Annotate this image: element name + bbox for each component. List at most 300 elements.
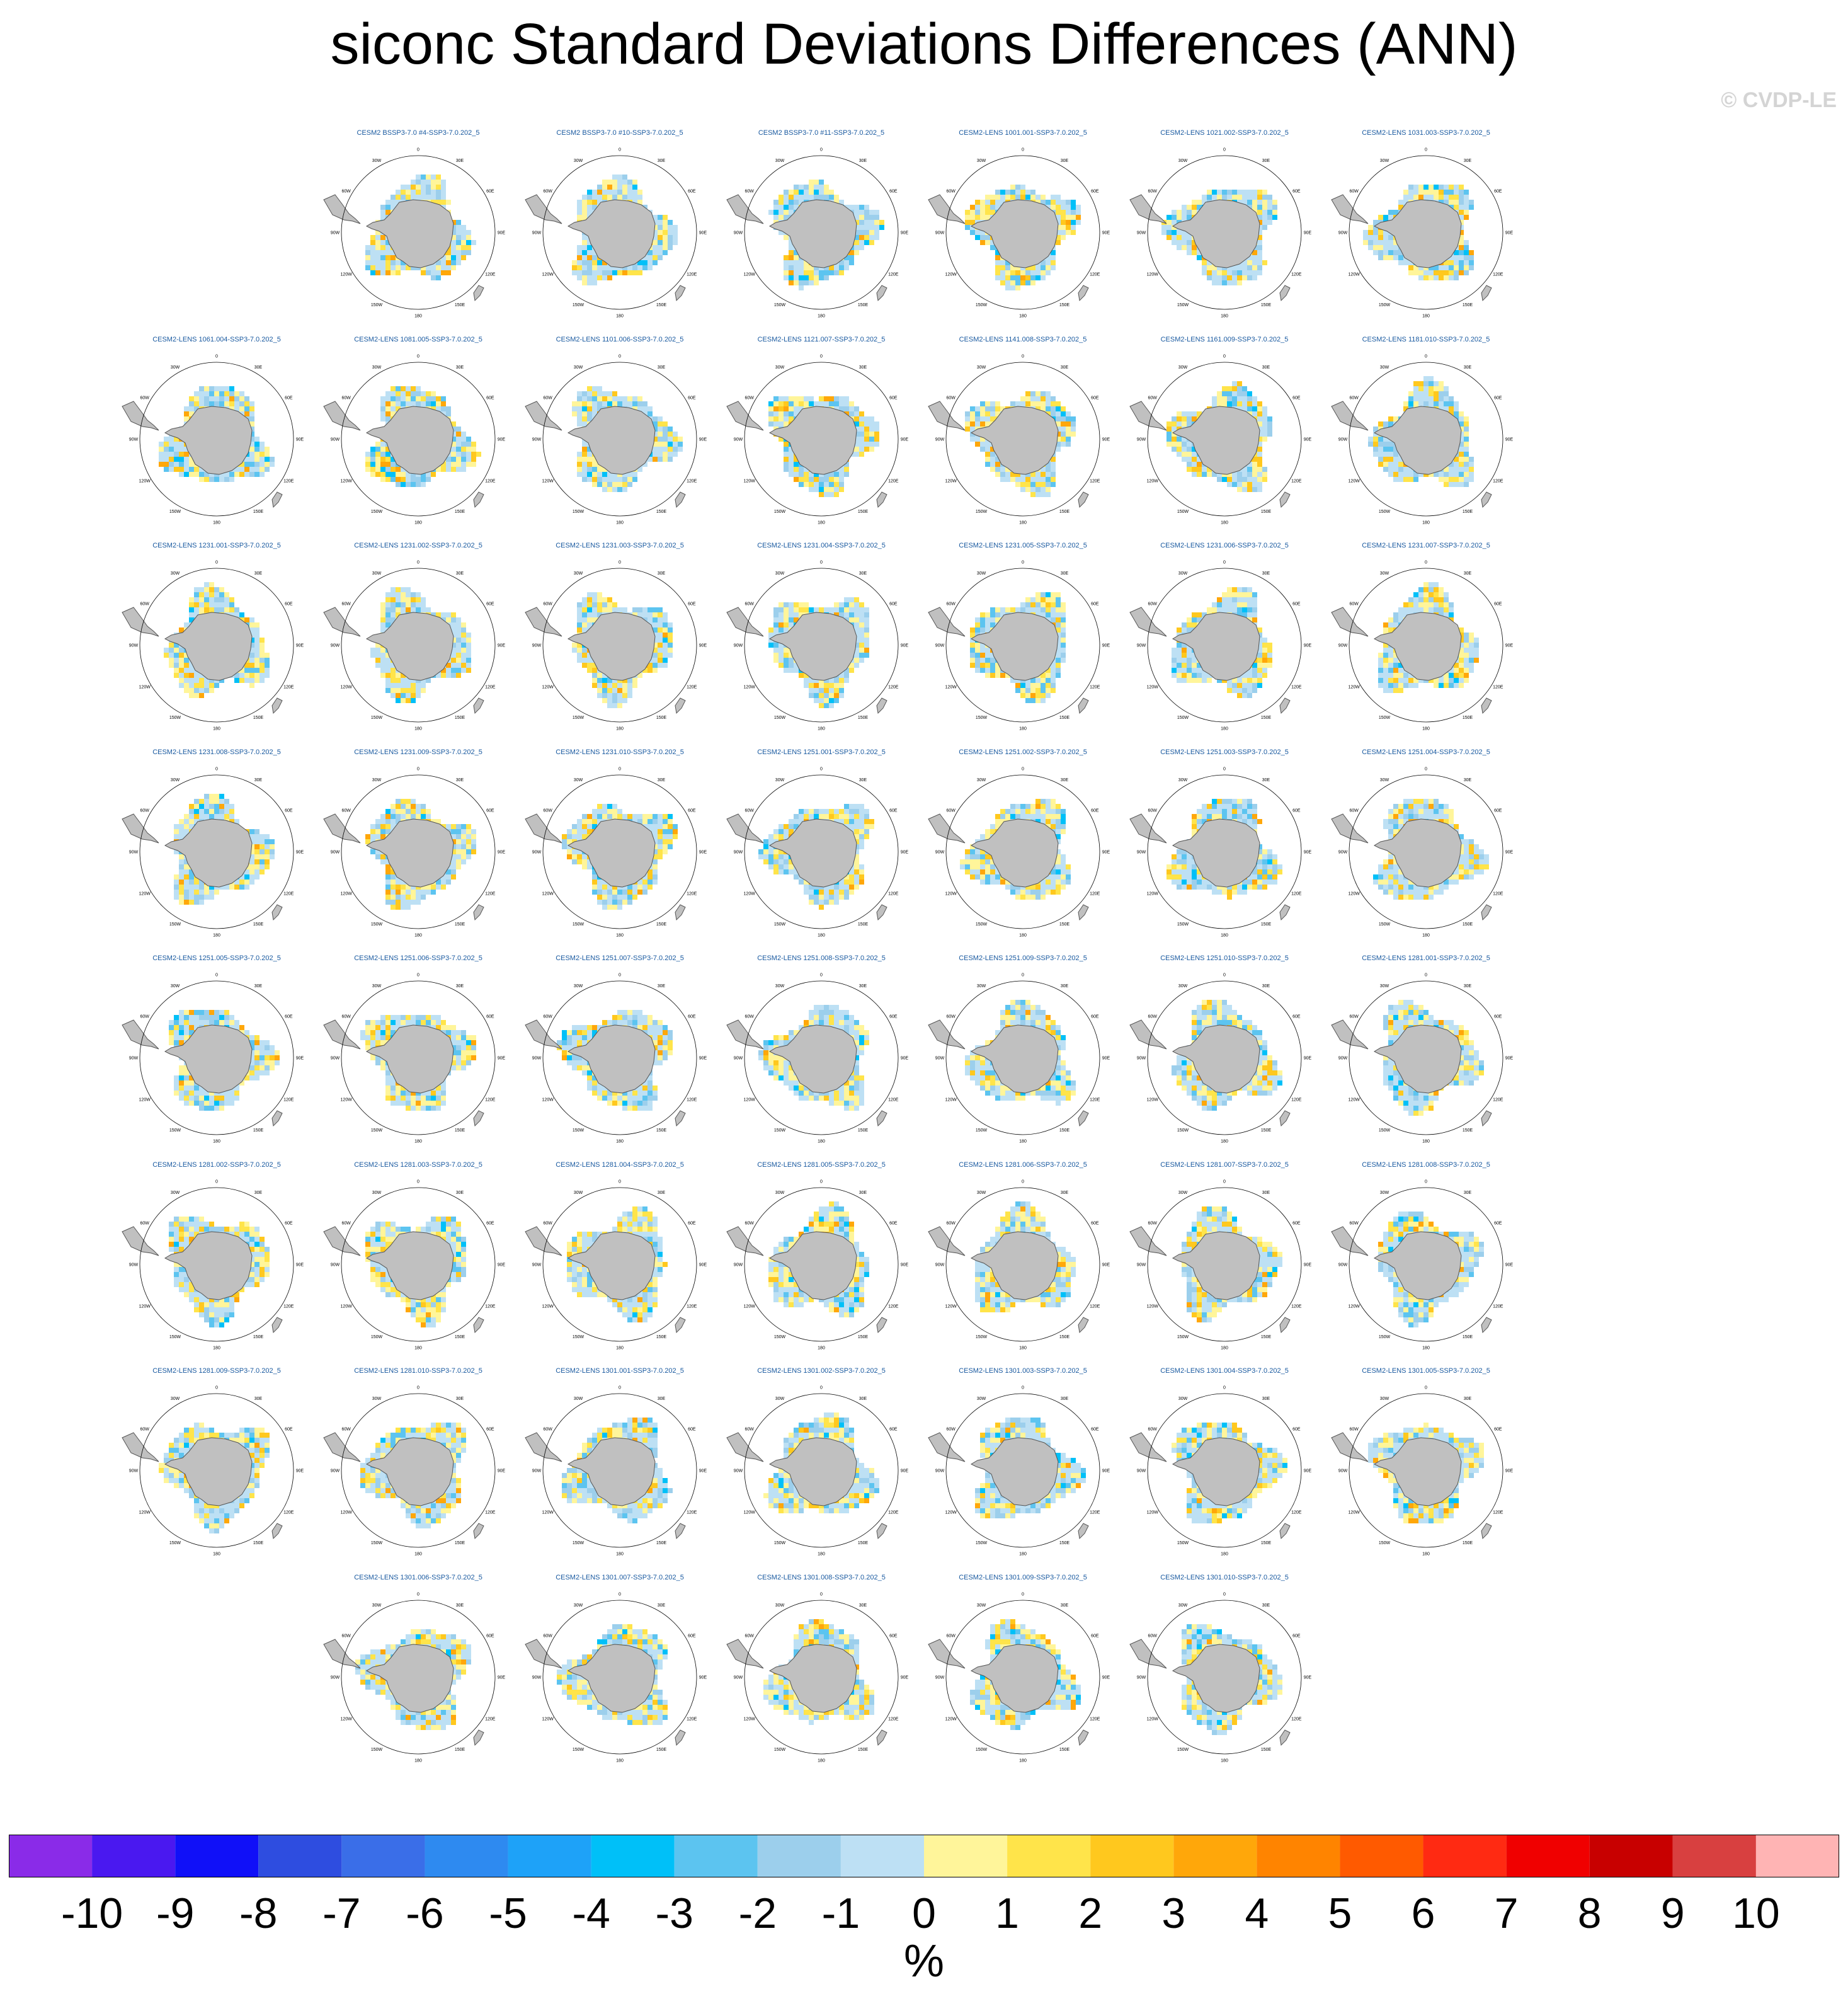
anomaly-cell <box>990 673 995 678</box>
anomaly-cell <box>1237 396 1242 401</box>
anomaly-cell <box>1227 270 1232 275</box>
anomaly-cell <box>658 638 663 643</box>
anomaly-cell <box>602 482 607 487</box>
anomaly-cell <box>1166 215 1172 220</box>
anomaly-cell <box>980 653 985 658</box>
anomaly-cell <box>421 607 426 612</box>
anomaly-cell <box>592 270 597 275</box>
anomaly-cell <box>411 386 416 391</box>
anomaly-cell <box>1403 477 1408 482</box>
anomaly-cell <box>627 477 632 482</box>
anomaly-cell <box>224 592 229 597</box>
anomaly-cell <box>401 597 406 602</box>
anomaly-cell <box>1020 693 1025 698</box>
anomaly-cell <box>375 452 380 457</box>
anomaly-cell <box>1035 607 1041 612</box>
anomaly-cell <box>587 607 592 612</box>
polar-map <box>317 757 519 950</box>
anomaly-cell <box>1187 658 1192 663</box>
anomaly-cell <box>209 809 214 814</box>
longitude-label: 90W <box>330 437 340 442</box>
anomaly-cell <box>627 693 632 698</box>
anomaly-cell <box>1257 240 1262 245</box>
anomaly-cell <box>189 462 194 467</box>
anomaly-cell <box>1368 240 1373 245</box>
anomaly-cell <box>653 447 658 452</box>
anomaly-cell <box>1177 678 1182 683</box>
anomaly-cell <box>1056 607 1061 612</box>
anomaly-cell <box>658 215 663 220</box>
anomaly-cell <box>391 688 396 693</box>
anomaly-cell <box>985 235 990 240</box>
anomaly-cell <box>1373 250 1378 255</box>
anomaly-cell <box>1454 482 1459 487</box>
anomaly-cell <box>249 663 254 668</box>
anomaly-cell <box>1222 602 1227 607</box>
anomaly-cell <box>627 688 632 693</box>
anomaly-cell <box>1041 678 1046 683</box>
anomaly-cell <box>1247 602 1252 607</box>
longitude-label: 60W <box>946 189 955 194</box>
anomaly-cell <box>1227 688 1232 693</box>
anomaly-cell <box>1177 215 1182 220</box>
anomaly-cell <box>466 462 471 467</box>
anomaly-cell <box>406 698 411 703</box>
anomaly-cell <box>1232 602 1237 607</box>
anomaly-cell <box>1020 185 1025 190</box>
south-america-landmass <box>928 607 965 636</box>
anomaly-cell <box>985 663 990 668</box>
anomaly-cell <box>380 819 385 824</box>
anomaly-cell <box>814 607 819 612</box>
anomaly-cell <box>1434 275 1439 280</box>
anomaly-cell <box>416 900 421 905</box>
anomaly-cell <box>582 260 587 265</box>
anomaly-cell <box>970 648 975 653</box>
anomaly-cell <box>1222 386 1227 391</box>
anomaly-cell <box>1227 607 1232 612</box>
anomaly-cell <box>1247 401 1252 406</box>
longitude-label: 150E <box>1462 715 1473 720</box>
anomaly-cell <box>265 864 270 869</box>
anomaly-cell <box>209 592 214 597</box>
anomaly-cell <box>1051 607 1056 612</box>
longitude-label: 150E <box>1059 302 1070 307</box>
anomaly-cell <box>658 457 663 462</box>
anomaly-cell <box>260 472 265 477</box>
anomaly-cell <box>456 230 461 235</box>
anomaly-cell <box>1242 683 1247 688</box>
anomaly-cell <box>401 190 406 195</box>
anomaly-cell <box>1237 683 1242 688</box>
anomaly-cell <box>244 411 249 416</box>
anomaly-cell <box>164 648 169 653</box>
longitude-label: 90W <box>532 437 542 442</box>
anomaly-cell <box>572 643 577 648</box>
anomaly-cell <box>874 235 879 240</box>
anomaly-cell <box>1232 401 1237 406</box>
anomaly-cell <box>773 612 779 617</box>
longitude-label: 150W <box>572 715 585 720</box>
anomaly-cell <box>396 693 401 698</box>
anomaly-cell <box>1177 442 1182 447</box>
anomaly-cell <box>995 270 1000 275</box>
anomaly-cell <box>406 890 411 895</box>
anomaly-cell <box>597 597 602 602</box>
anomaly-cell <box>461 432 466 437</box>
anomaly-cell <box>1217 190 1222 195</box>
anomaly-cell <box>164 437 169 442</box>
polar-map <box>1124 551 1325 743</box>
anomaly-cell <box>1071 225 1076 230</box>
anomaly-cell <box>1061 200 1066 205</box>
anomaly-cell <box>411 602 416 607</box>
anomaly-cell <box>819 401 824 406</box>
longitude-label: 0 <box>1425 147 1427 152</box>
anomaly-cell <box>451 653 456 658</box>
anomaly-cell <box>1232 683 1237 688</box>
anomaly-cell <box>869 437 874 442</box>
anomaly-cell <box>370 235 375 240</box>
anomaly-cell <box>189 401 194 406</box>
anomaly-cell <box>1464 678 1469 683</box>
anomaly-cell <box>1041 477 1046 482</box>
longitude-label: 120E <box>485 479 496 484</box>
anomaly-cell <box>1257 447 1262 452</box>
anomaly-cell <box>1464 648 1469 653</box>
anomaly-cell <box>1262 658 1267 663</box>
anomaly-cell <box>612 396 617 401</box>
anomaly-cell <box>441 880 446 885</box>
anomaly-cell <box>411 482 416 487</box>
anomaly-cell <box>174 829 179 834</box>
anomaly-cell <box>1242 391 1247 396</box>
anomaly-cell <box>199 592 204 597</box>
anomaly-cell <box>1413 477 1418 482</box>
anomaly-cell <box>1423 386 1429 391</box>
anomaly-cell <box>254 467 260 472</box>
anomaly-cell <box>809 180 814 185</box>
anomaly-cell <box>824 185 829 190</box>
anomaly-cell <box>1041 391 1046 396</box>
anomaly-cell <box>179 683 184 688</box>
anomaly-cell <box>179 673 184 678</box>
anomaly-cell <box>1383 683 1388 688</box>
anomaly-cell <box>396 592 401 597</box>
south-america-landmass <box>122 607 159 636</box>
anomaly-cell <box>436 401 441 406</box>
anomaly-cell <box>632 270 637 275</box>
anomaly-cell <box>466 839 471 844</box>
anomaly-cell <box>1207 265 1212 270</box>
anomaly-cell <box>663 250 668 255</box>
anomaly-cell <box>1368 437 1373 442</box>
anomaly-cell <box>980 235 985 240</box>
longitude-label: 30E <box>858 159 867 164</box>
anomaly-cell <box>1046 678 1051 683</box>
anomaly-cell <box>1222 607 1227 612</box>
anomaly-cell <box>194 592 199 597</box>
longitude-label: 150W <box>1177 302 1189 307</box>
anomaly-cell <box>587 668 592 673</box>
anomaly-cell <box>597 673 602 678</box>
anomaly-cell <box>1454 477 1459 482</box>
anomaly-cell <box>1187 668 1192 673</box>
anomaly-cell <box>668 638 673 643</box>
anomaly-cell <box>1383 457 1388 462</box>
anomaly-cell <box>416 477 421 482</box>
anomaly-cell <box>1454 668 1459 673</box>
anomaly-cell <box>1393 683 1398 688</box>
new-zealand-landmass <box>474 492 484 507</box>
anomaly-cell <box>451 622 456 627</box>
anomaly-cell <box>1182 421 1187 427</box>
anomaly-cell <box>380 210 385 215</box>
anomaly-cell <box>653 452 658 457</box>
anomaly-cell <box>1066 421 1071 427</box>
south-america-landmass <box>1130 607 1166 636</box>
longitude-label: 60E <box>1494 602 1502 607</box>
anomaly-cell <box>370 457 375 462</box>
anomaly-cell <box>214 587 219 592</box>
anomaly-cell <box>854 406 859 411</box>
anomaly-cell <box>1197 467 1202 472</box>
anomaly-cell <box>668 627 673 633</box>
longitude-label: 60W <box>946 396 955 401</box>
anomaly-cell <box>592 255 597 260</box>
anomaly-cell <box>265 452 270 457</box>
anomaly-cell <box>184 683 189 688</box>
anomaly-cell <box>1192 452 1197 457</box>
anomaly-cell <box>179 829 184 834</box>
anomaly-cell <box>184 900 189 905</box>
longitude-label: 180 <box>1019 314 1027 319</box>
longitude-label: 60E <box>688 396 696 401</box>
anomaly-cell <box>1378 245 1383 250</box>
anomaly-cell <box>597 472 602 477</box>
longitude-label: 90W <box>1338 437 1348 442</box>
anomaly-cell <box>446 265 451 270</box>
anomaly-cell <box>1393 255 1398 260</box>
anomaly-cell <box>249 678 254 683</box>
anomaly-cell <box>1061 406 1066 411</box>
anomaly-cell <box>1061 220 1066 225</box>
anomaly-cell <box>1237 477 1242 482</box>
anomaly-cell <box>1061 638 1066 643</box>
anomaly-cell <box>244 617 249 622</box>
anomaly-cell <box>784 406 789 411</box>
anomaly-cell <box>854 602 859 607</box>
anomaly-cell <box>1454 406 1459 411</box>
anomaly-cell <box>1237 195 1242 200</box>
anomaly-cell <box>864 633 869 638</box>
anomaly-cell <box>1056 447 1061 452</box>
anomaly-cell <box>1161 225 1166 230</box>
anomaly-cell <box>385 663 391 668</box>
anomaly-cell <box>1464 442 1469 447</box>
anomaly-cell <box>1187 447 1192 452</box>
anomaly-cell <box>406 587 411 592</box>
anomaly-cell <box>385 467 391 472</box>
anomaly-cell <box>391 597 396 602</box>
anomaly-cell <box>1242 607 1247 612</box>
anomaly-cell <box>1177 668 1182 673</box>
anomaly-cell <box>577 250 582 255</box>
anomaly-cell <box>577 421 582 427</box>
anomaly-cell <box>854 240 859 245</box>
anomaly-cell <box>1398 472 1403 477</box>
anomaly-cell <box>582 255 587 260</box>
anomaly-cell <box>834 195 839 200</box>
anomaly-cell <box>214 804 219 809</box>
anomaly-cell <box>1267 205 1272 210</box>
anomaly-cell <box>441 270 446 275</box>
anomaly-cell <box>587 255 592 260</box>
anomaly-cell <box>1015 401 1020 406</box>
anomaly-cell <box>416 693 421 698</box>
polar-map <box>1325 138 1527 331</box>
anomaly-cell <box>385 245 391 250</box>
anomaly-cell <box>1217 477 1222 482</box>
anomaly-cell <box>1192 205 1197 210</box>
anomaly-cell <box>1439 396 1444 401</box>
anomaly-cell <box>995 406 1000 411</box>
anomaly-cell <box>1469 633 1474 638</box>
anomaly-cell <box>184 457 189 462</box>
anomaly-cell <box>385 607 391 612</box>
anomaly-cell <box>572 265 577 270</box>
anomaly-cell <box>839 487 844 492</box>
anomaly-cell <box>199 814 204 819</box>
anomaly-cell <box>597 185 602 190</box>
anomaly-cell <box>1005 190 1010 195</box>
anomaly-cell <box>864 617 869 622</box>
anomaly-cell <box>1172 653 1177 658</box>
anomaly-cell <box>380 447 385 452</box>
anomaly-cell <box>637 396 642 401</box>
longitude-label: 0 <box>619 147 621 152</box>
anomaly-cell <box>869 225 874 230</box>
anomaly-cell <box>1035 265 1041 270</box>
anomaly-cell <box>1172 230 1177 235</box>
anomaly-cell <box>1429 401 1434 406</box>
anomaly-cell <box>1025 280 1030 285</box>
map-panel <box>519 336 721 537</box>
anomaly-cell <box>1378 658 1383 663</box>
anomaly-cell <box>1035 597 1041 602</box>
anomaly-cell <box>1262 673 1267 678</box>
anomaly-cell <box>1252 673 1257 678</box>
anomaly-cell <box>658 250 663 255</box>
anomaly-cell <box>1061 411 1066 416</box>
anomaly-cell <box>194 472 199 477</box>
anomaly-cell <box>1464 250 1469 255</box>
anomaly-cell <box>607 275 612 280</box>
anomaly-cell <box>1187 452 1192 457</box>
anomaly-cell <box>1056 622 1061 627</box>
anomaly-cell <box>401 799 406 804</box>
anomaly-cell <box>416 195 421 200</box>
anomaly-cell <box>673 225 678 230</box>
anomaly-cell <box>380 270 385 275</box>
anomaly-cell <box>441 401 446 406</box>
anomaly-cell <box>1061 210 1066 215</box>
anomaly-cell <box>249 416 254 421</box>
anomaly-cell <box>466 849 471 854</box>
anomaly-cell <box>1066 210 1071 215</box>
anomaly-cell <box>391 814 396 819</box>
anomaly-cell <box>265 673 270 678</box>
anomaly-cell <box>658 663 663 668</box>
anomaly-cell <box>441 885 446 890</box>
anomaly-cell <box>260 854 265 859</box>
anomaly-cell <box>1413 597 1418 602</box>
anomaly-cell <box>441 396 446 401</box>
anomaly-cell <box>1262 210 1267 215</box>
anomaly-cell <box>260 668 265 673</box>
anomaly-cell <box>1408 396 1413 401</box>
anomaly-cell <box>653 653 658 658</box>
anomaly-cell <box>1434 683 1439 688</box>
anomaly-cell <box>1237 587 1242 592</box>
anomaly-cell <box>789 406 794 411</box>
anomaly-cell <box>214 814 219 819</box>
anomaly-cell <box>1202 265 1207 270</box>
anomaly-cell <box>814 180 819 185</box>
longitude-label: 180 <box>1422 314 1430 319</box>
anomaly-cell <box>985 668 990 673</box>
anomaly-cell <box>799 265 804 270</box>
anomaly-cell <box>1403 607 1408 612</box>
anomaly-cell <box>416 180 421 185</box>
anomaly-cell <box>612 477 617 482</box>
anomaly-cell <box>1010 190 1015 195</box>
anomaly-cell <box>1222 280 1227 285</box>
anomaly-cell <box>1368 235 1373 240</box>
anomaly-cell <box>592 592 597 597</box>
anomaly-cell <box>401 396 406 401</box>
anomaly-cell <box>839 477 844 482</box>
anomaly-cell <box>627 185 632 190</box>
panel-title: CESM2-LENS 1031.003-SSP3-7.0.202_5 <box>1362 129 1490 137</box>
anomaly-cell <box>1388 416 1393 421</box>
anomaly-cell <box>1429 582 1434 587</box>
anomaly-cell <box>1015 683 1020 688</box>
anomaly-cell <box>632 190 637 195</box>
anomaly-cell <box>406 185 411 190</box>
longitude-label: 120E <box>687 479 697 484</box>
anomaly-cell <box>391 819 396 824</box>
anomaly-cell <box>647 260 653 265</box>
anomaly-cell <box>194 814 199 819</box>
anomaly-cell <box>1423 376 1429 381</box>
longitude-label: 90E <box>1505 643 1514 648</box>
longitude-label: 180 <box>818 314 825 319</box>
anomaly-cell <box>199 890 204 895</box>
anomaly-cell <box>1182 648 1187 653</box>
anomaly-cell <box>431 472 436 477</box>
anomaly-cell <box>834 477 839 482</box>
anomaly-cell <box>809 607 814 612</box>
anomaly-cell <box>1020 688 1025 693</box>
anomaly-cell <box>1464 416 1469 421</box>
anomaly-cell <box>1020 602 1025 607</box>
longitude-label: 120E <box>1493 272 1503 277</box>
anomaly-cell <box>773 205 779 210</box>
anomaly-cell <box>1212 190 1217 195</box>
anomaly-cell <box>1046 467 1051 472</box>
anomaly-cell <box>612 487 617 492</box>
